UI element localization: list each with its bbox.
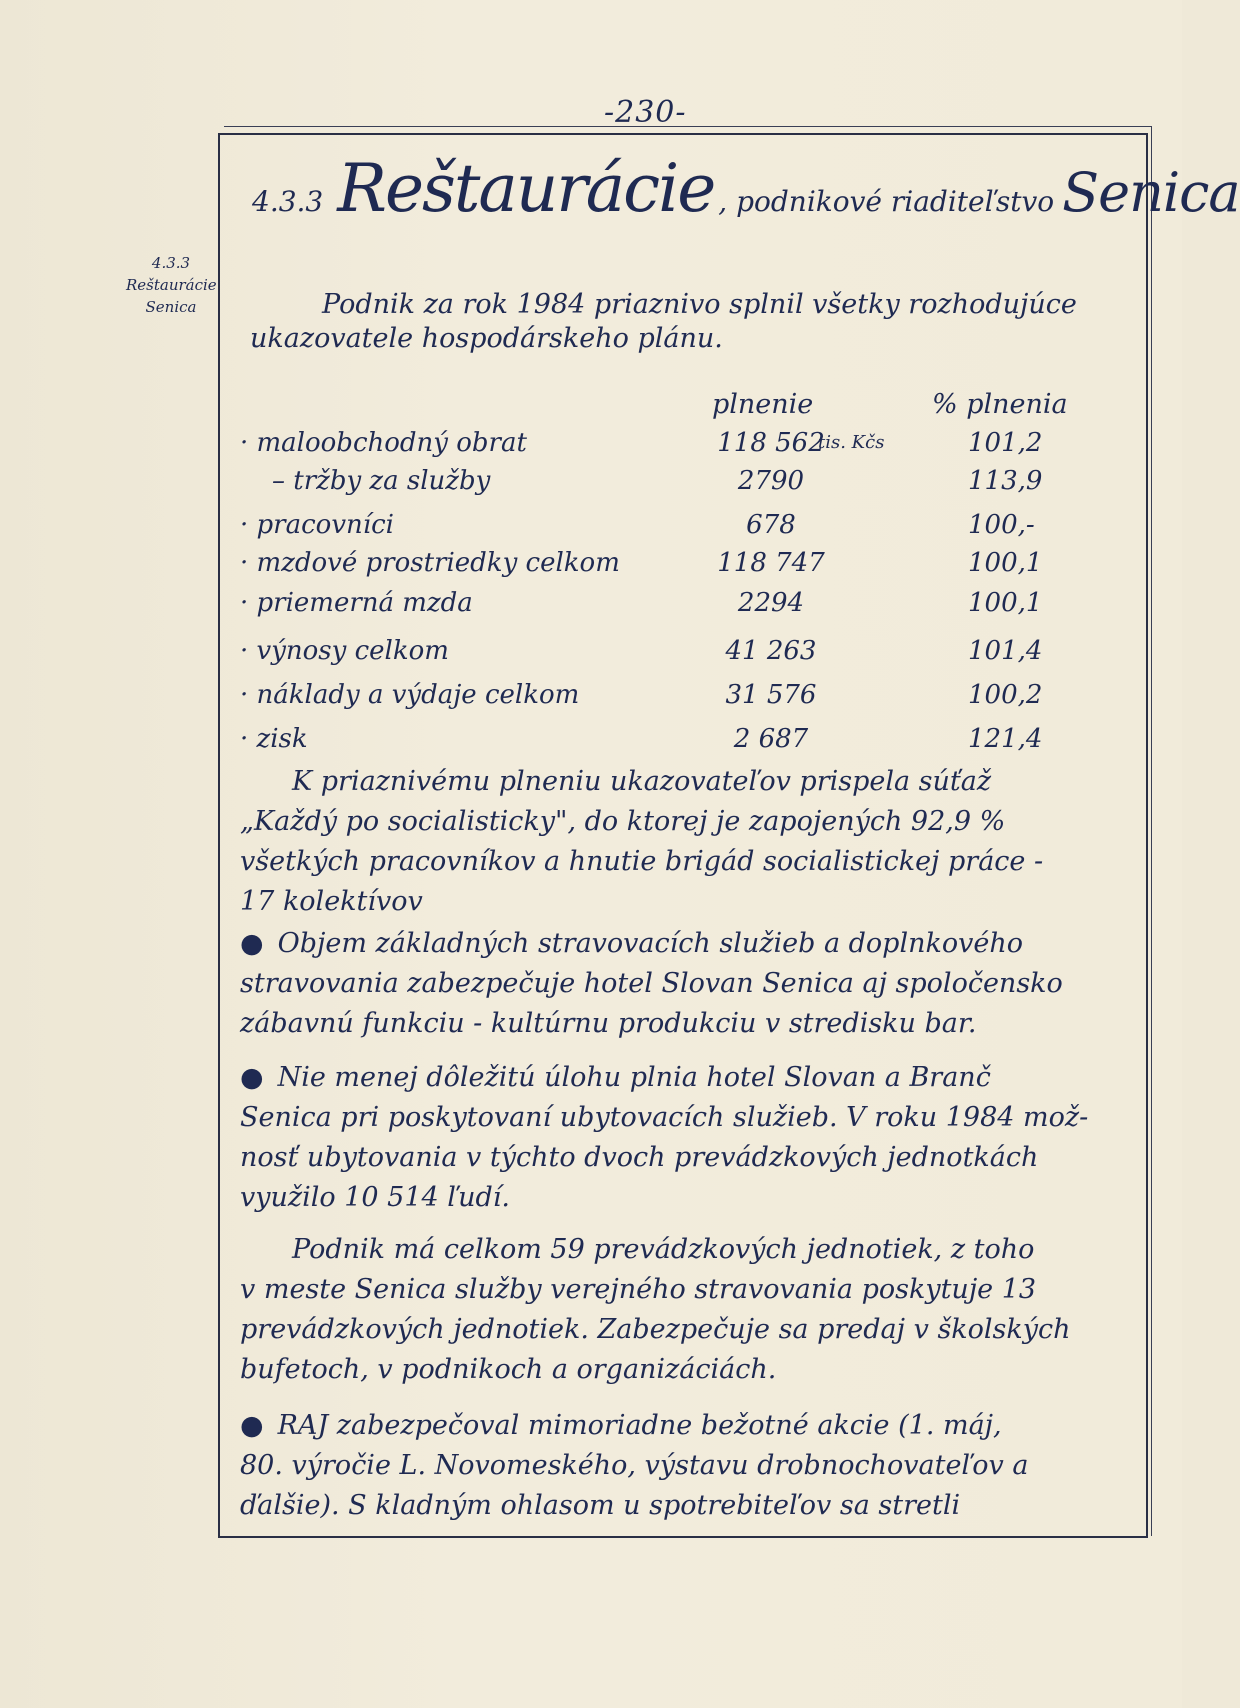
paragraph-events <box>240 1406 1140 1526</box>
paragraph-line: prevádzkových jednotiek. Zabezpečuje sa predaj v školských <box>240 1314 1071 1345</box>
paragraph-line-text: RAJ zabezpečoval mimoriadne bežotné akcie (1. máj, <box>277 1410 1002 1441</box>
row-label: · náklady a výdaje celkom <box>240 680 580 710</box>
margin-note-title: Reštaurácie <box>126 276 217 294</box>
row-label: – tržby za služby <box>272 466 491 496</box>
bullet-icon: ● <box>240 928 264 959</box>
paragraph-line-text: Objem základných stravovacích služieb a doplnkového <box>277 928 1023 959</box>
paragraph-accommodation <box>240 1058 1140 1218</box>
paragraph-line: Senica pri poskytovaní ubytovacích služieb. V roku 1984 mož- <box>240 1102 1089 1133</box>
section-title-main: Reštaurácie <box>337 150 715 227</box>
row-value: 2 687 <box>733 724 809 754</box>
paragraph-line: využilo 10 514 ľudí. <box>240 1182 510 1213</box>
row-unit: tis. Kčs <box>818 432 885 453</box>
row-percent: 100,1 <box>968 588 1043 618</box>
paragraph-line: „Každý po socialisticky", do ktorej je zapojených 92,9 % <box>240 806 1006 837</box>
row-value: 41 263 <box>725 636 817 666</box>
bullet-icon: ● <box>240 1062 264 1093</box>
table-row <box>240 680 1140 716</box>
paragraph-line <box>240 1058 1140 1098</box>
bullet-icon: ● <box>240 1410 264 1441</box>
row-label: · pracovníci <box>240 510 394 540</box>
row-label: · zisk <box>240 724 308 754</box>
paragraph-line: zábavnú funkciu - kultúrnu produkciu v stredisku bar. <box>240 1008 977 1039</box>
paragraph-competition <box>240 762 1140 922</box>
paragraph-line: bufetoch, v podnikoch a organizáciách. <box>240 1354 777 1385</box>
row-label: · maloobchodný obrat <box>240 428 527 458</box>
paragraph-line: ďalšie). S kladným ohlasom u spotrebiteľov sa stretli <box>240 1490 961 1521</box>
paragraph-units <box>240 1230 1140 1390</box>
row-label: · výnosy celkom <box>240 636 449 666</box>
row-percent: 121,4 <box>968 724 1043 754</box>
row-percent: 100,1 <box>968 548 1043 578</box>
row-percent: 113,9 <box>968 466 1043 496</box>
table-row <box>240 636 1140 672</box>
table-row <box>240 588 1140 624</box>
table-row <box>240 428 1140 464</box>
row-value: 678 <box>746 510 796 540</box>
paragraph-line: 17 kolektívov <box>240 886 423 917</box>
row-label: · priemerná mzda <box>240 588 473 618</box>
row-value: 118 747 <box>717 548 825 578</box>
row-value: 31 576 <box>725 680 817 710</box>
section-number: 4.3.3 <box>252 185 324 218</box>
paragraph-line: K priaznivému plneniu ukazovateľov prispela súťaž <box>292 766 992 797</box>
margin-note-city: Senica <box>145 298 197 316</box>
paragraph-line <box>240 924 1140 964</box>
row-percent: 101,4 <box>968 636 1043 666</box>
row-value: 2294 <box>737 588 805 618</box>
row-percent: 101,2 <box>968 428 1043 458</box>
paragraph-line: Podnik má celkom 59 prevádzkových jednotiek, z toho <box>292 1234 1035 1265</box>
paragraph-line: nosť ubytovania v týchto dvoch prevádzkových jednotkách <box>240 1142 1039 1173</box>
margin-note <box>126 252 216 318</box>
section-title-rest: , podnikové riaditeľstvo <box>718 185 1055 218</box>
paragraph-line: 80. výročie L. Novomeského, výstavu drobnochovateľov a <box>240 1450 1029 1481</box>
table-row <box>240 510 1140 546</box>
page-number: -230- <box>604 95 687 130</box>
row-value: 118 562 <box>717 428 825 458</box>
intro-line-1: Podnik za rok 1984 priaznivo splnil všetky rozhodujúce <box>322 289 1077 320</box>
paragraph-catering <box>240 924 1140 1044</box>
paragraph-line: stravovania zabezpečuje hotel Slovan Senica aj spoločensko <box>240 968 1063 999</box>
paragraph-line: v meste Senica služby verejného stravovania poskytuje 13 <box>240 1274 1037 1305</box>
row-percent: 100,2 <box>968 680 1043 710</box>
row-label: · mzdové prostriedky celkom <box>240 548 620 578</box>
table-row <box>240 548 1140 584</box>
intro-paragraph <box>250 288 1130 356</box>
table-header-plnenie: plnenie <box>712 389 814 420</box>
paragraph-line <box>240 1406 1140 1446</box>
row-value: 2790 <box>737 466 805 496</box>
paragraph-line-text: Nie menej dôležitú úlohu plnia hotel Slovan a Branč <box>277 1062 991 1093</box>
table-row <box>272 466 1172 502</box>
paragraph-line: všetkých pracovníkov a hnutie brigád socialistickej práce - <box>240 846 1044 877</box>
row-percent: 100,- <box>968 510 1035 540</box>
table-row <box>240 724 1140 760</box>
section-header <box>252 150 1240 227</box>
table-header-percent: % plnenia <box>932 389 1068 420</box>
margin-note-number: 4.3.3 <box>151 254 191 272</box>
section-title-city: Senica <box>1062 161 1240 224</box>
intro-line-2: ukazovatele hospodárskeho plánu. <box>250 323 723 354</box>
